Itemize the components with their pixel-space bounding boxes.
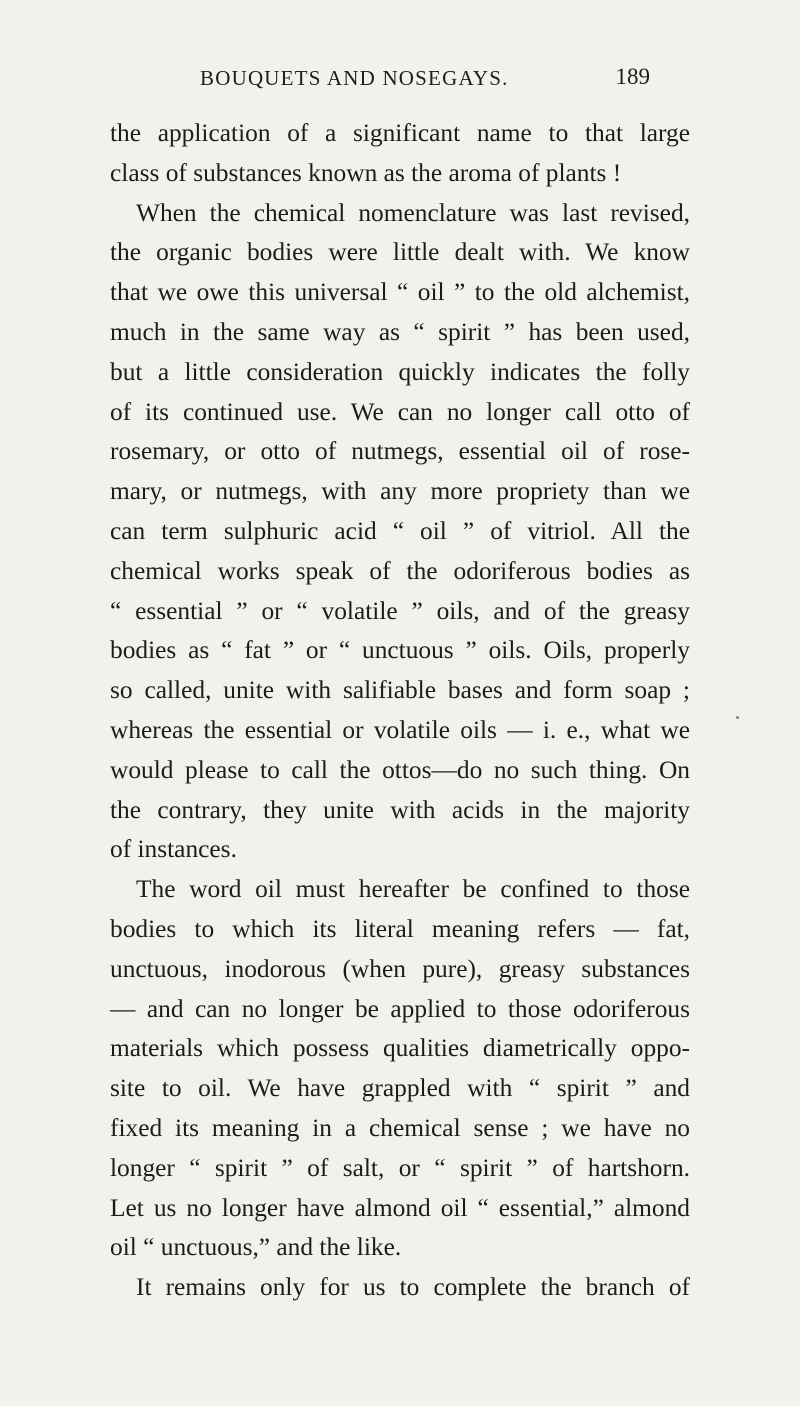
text-line: bodies as “ fat ” or “ unctuous ” oils. Oils, properly	[110, 636, 690, 665]
text-line: site to oil. We have grappled with “ spirit ” and	[110, 1074, 690, 1103]
text-line: can term sulphuric acid “ oil ” of vitriol. All the	[110, 516, 690, 545]
text-line: longer “ spirit ” of salt, or “ spirit ” of hartshorn.	[110, 1153, 690, 1182]
text-line: fixed its meaning in a chemical sense ; we have no	[110, 1113, 690, 1142]
text-line: much in the same way as “ spirit ” has been used,	[110, 317, 690, 346]
text-line: class of substances known as the aroma of plants !	[110, 158, 622, 187]
text-line: mary, or nutmegs, with any more propriety than we	[110, 477, 690, 506]
text-line: rosemary, or otto of nutmegs, essential oil of rose-	[110, 437, 690, 466]
text-line: chemical works speak of the odoriferous bodies as	[110, 556, 690, 585]
text-line: but a little consideration quickly indicates the folly	[110, 357, 690, 386]
text-line: of instances.	[110, 835, 237, 864]
text-line: would please to call the ottos—do no such thing. On	[110, 755, 690, 784]
text-line: Let us no longer have almond oil “ essential,” almond	[110, 1193, 690, 1222]
text-line: whereas the essential or volatile oils — i. e., what we	[110, 715, 690, 744]
text-line: the organic bodies were little dealt with. We know	[110, 238, 690, 267]
text-line: that we owe this universal “ oil ” to the old alchemist,	[110, 278, 690, 307]
text-line: It remains only for us to complete the branch of	[136, 1273, 690, 1302]
text-line: oil “ unctuous,” and the like.	[110, 1233, 402, 1262]
text-line: of its continued use. We can no longer call otto of	[110, 397, 690, 426]
body-text	[110, 114, 690, 1308]
page-number: 189	[615, 64, 650, 89]
paper-speck	[736, 716, 739, 719]
text-line: so called, unite with salifiable bases and form soap ;	[110, 676, 690, 705]
text-line: When the chemical nomenclature was last revised,	[136, 198, 690, 227]
running-title: BOUQUETS AND NOSEGAYS.	[200, 66, 509, 90]
running-head	[110, 62, 690, 102]
text-line: The word oil must hereafter be confined to those	[136, 875, 690, 904]
text-line: materials which possess qualities diametrically oppo-	[110, 1034, 690, 1063]
text-line: “ essential ” or “ volatile ” oils, and of the greasy	[110, 596, 690, 625]
text-line: unctuous, inodorous (when pure), greasy substances	[110, 954, 690, 983]
text-line: the application of a significant name to that large	[110, 119, 690, 147]
text-line: bodies to which its literal meaning refers — fat,	[110, 914, 690, 943]
text-line: — and can no longer be applied to those odoriferous	[110, 994, 690, 1023]
text-line: the contrary, they unite with acids in the majority	[110, 795, 690, 824]
